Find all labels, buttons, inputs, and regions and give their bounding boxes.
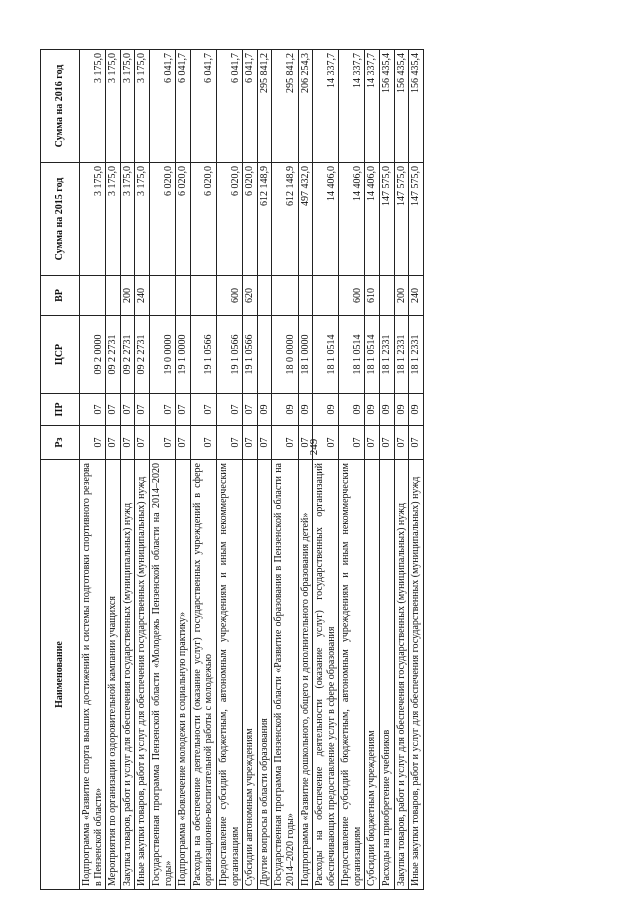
cell-sum-2016: 295 841,2	[257, 50, 272, 163]
cell-sum-2016: 156 435,4	[409, 50, 424, 163]
budget-table-container	[40, 50, 600, 890]
cell-rz: 07	[365, 426, 380, 460]
cell-pr: 09	[272, 394, 298, 426]
cell-sum-2015: 14 406,0	[365, 163, 380, 276]
cell-sum-2015: 612 148,9	[257, 163, 272, 276]
table-row	[176, 50, 191, 890]
cell-name: Субсидии автономным учреждениям	[243, 460, 258, 890]
cell-vr	[272, 276, 298, 316]
cell-rz: 07	[298, 426, 313, 460]
cell-csr: 18 1 0514	[365, 316, 380, 394]
cell-csr: 18 0 0000	[272, 316, 298, 394]
table-row	[149, 50, 175, 890]
table-body	[80, 50, 424, 890]
cell-sum-2015: 14 406,0	[313, 163, 339, 276]
cell-vr	[190, 276, 216, 316]
table-row	[313, 50, 339, 890]
cell-rz: 07	[243, 426, 258, 460]
cell-name: Подпрограмма «Вовлечение молодежи в социальную практику»	[176, 460, 191, 890]
cell-csr	[257, 316, 272, 394]
table-header	[41, 50, 80, 890]
cell-sum-2016: 3 175,0	[135, 50, 150, 163]
table-row	[257, 50, 272, 890]
cell-name: Расходы на обеспечение деятельности (оказание услуг) государственных организаций обеспечивающих предоставление услуг в сфере образования	[313, 460, 339, 890]
cell-name: Иные закупки товаров, работ и услуг для обеспечения государственных (муниципальных) нужд	[135, 460, 150, 890]
cell-pr: 09	[380, 394, 395, 426]
cell-sum-2015: 3 175,0	[120, 163, 135, 276]
cell-sum-2016: 6 041,7	[216, 50, 242, 163]
header-rz: Рз	[41, 426, 80, 460]
cell-pr: 09	[409, 394, 424, 426]
cell-rz: 07	[394, 426, 409, 460]
cell-csr: 18 1 0000	[298, 316, 313, 394]
table-row	[80, 50, 106, 890]
cell-rz: 07	[190, 426, 216, 460]
cell-vr	[149, 276, 175, 316]
cell-name: Государственная программа Пензенской области «Молодежь Пензенской области на 2014–2020 годы»	[149, 460, 175, 890]
table-row	[339, 50, 365, 890]
cell-pr: 07	[120, 394, 135, 426]
table-row	[365, 50, 380, 890]
header-sum-2016: Сумма на 2016 год	[41, 50, 80, 163]
cell-sum-2015: 147 575,0	[380, 163, 395, 276]
cell-name: Предоставление субсидий бюджетным, автономным учреждениям и иным некоммерческим организациям	[216, 460, 242, 890]
cell-sum-2016: 156 435,4	[380, 50, 395, 163]
header-vr: ВР	[41, 276, 80, 316]
cell-csr: 19 0 0000	[149, 316, 175, 394]
cell-sum-2016: 206 254,3	[298, 50, 313, 163]
table-row	[272, 50, 298, 890]
cell-sum-2015: 6 020,0	[190, 163, 216, 276]
cell-csr: 19 1 0566	[190, 316, 216, 394]
cell-vr: 620	[243, 276, 258, 316]
cell-vr: 240	[409, 276, 424, 316]
cell-sum-2015: 6 020,0	[216, 163, 242, 276]
cell-name: Закупка товаров, работ и услуг для обеспечения государственных (муниципальных) нужд	[394, 460, 409, 890]
cell-csr: 19 1 0566	[243, 316, 258, 394]
cell-sum-2015: 497 432,0	[298, 163, 313, 276]
cell-vr: 600	[339, 276, 365, 316]
cell-csr: 09 2 2731	[135, 316, 150, 394]
cell-csr: 18 1 0514	[313, 316, 339, 394]
cell-pr: 07	[176, 394, 191, 426]
table-row	[243, 50, 258, 890]
cell-pr: 07	[135, 394, 150, 426]
cell-csr: 18 1 0514	[339, 316, 365, 394]
cell-sum-2016: 14 337,7	[365, 50, 380, 163]
cell-sum-2015: 3 175,0	[135, 163, 150, 276]
cell-rz: 07	[313, 426, 339, 460]
cell-vr	[176, 276, 191, 316]
cell-pr: 09	[298, 394, 313, 426]
table-row	[106, 50, 121, 890]
cell-sum-2015: 6 020,0	[243, 163, 258, 276]
cell-csr: 09 2 0000	[80, 316, 106, 394]
cell-name: Предоставление субсидий бюджетным, автономным учреждениям и иным некоммерческим организациям	[339, 460, 365, 890]
cell-vr: 200	[394, 276, 409, 316]
cell-name: Иные закупки товаров, работ и услуг для обеспечения государственных (муниципальных) нужд	[409, 460, 424, 890]
cell-pr: 07	[216, 394, 242, 426]
cell-sum-2016: 295 841,2	[272, 50, 298, 163]
cell-rz: 07	[120, 426, 135, 460]
cell-rz: 07	[409, 426, 424, 460]
cell-pr: 09	[339, 394, 365, 426]
cell-pr: 07	[80, 394, 106, 426]
cell-pr: 09	[394, 394, 409, 426]
cell-sum-2016: 14 337,7	[313, 50, 339, 163]
cell-pr: 09	[365, 394, 380, 426]
cell-sum-2016: 3 175,0	[80, 50, 106, 163]
cell-vr	[298, 276, 313, 316]
cell-rz: 07	[380, 426, 395, 460]
cell-csr: 19 1 0566	[216, 316, 242, 394]
cell-sum-2015: 3 175,0	[106, 163, 121, 276]
cell-csr: 18 1 2331	[394, 316, 409, 394]
cell-vr	[257, 276, 272, 316]
cell-vr	[380, 276, 395, 316]
table-row	[394, 50, 409, 890]
cell-rz: 07	[257, 426, 272, 460]
cell-vr	[313, 276, 339, 316]
cell-sum-2016: 6 041,7	[190, 50, 216, 163]
cell-sum-2015: 14 406,0	[339, 163, 365, 276]
cell-rz: 07	[106, 426, 121, 460]
cell-pr: 07	[243, 394, 258, 426]
cell-vr	[106, 276, 121, 316]
cell-name: Подпрограмма «Развитие дошкольного, общего и дополнительного образования детей»	[298, 460, 313, 890]
cell-vr	[80, 276, 106, 316]
cell-name: Мероприятия по организации оздоровительной кампании учащихся	[106, 460, 121, 890]
cell-sum-2015: 3 175,0	[80, 163, 106, 276]
cell-sum-2016: 14 337,7	[339, 50, 365, 163]
cell-name: Другие вопросы в области образования	[257, 460, 272, 890]
cell-name: Закупка товаров, работ и услуг для обеспечения государственных (муниципальных) нужд	[120, 460, 135, 890]
page-number: 249	[308, 438, 320, 456]
cell-rz: 07	[176, 426, 191, 460]
cell-csr: 18 1 2331	[409, 316, 424, 394]
cell-sum-2016: 3 175,0	[106, 50, 121, 163]
table-row	[135, 50, 150, 890]
cell-name: Государственная программа Пензенской области «Развитие образования в Пензенской области на 2014–2020 годы»	[272, 460, 298, 890]
cell-rz: 07	[272, 426, 298, 460]
header-sum-2015: Сумма на 2015 год	[41, 163, 80, 276]
table-row	[298, 50, 313, 890]
table-row	[216, 50, 242, 890]
cell-name: Расходы на приобретение учебников	[380, 460, 395, 890]
cell-pr: 09	[313, 394, 339, 426]
cell-sum-2015: 6 020,0	[176, 163, 191, 276]
table-row	[120, 50, 135, 890]
cell-csr: 19 1 0000	[176, 316, 191, 394]
cell-sum-2015: 612 148,9	[272, 163, 298, 276]
cell-vr: 240	[135, 276, 150, 316]
cell-sum-2015: 147 575,0	[394, 163, 409, 276]
cell-rz: 07	[135, 426, 150, 460]
cell-sum-2016: 156 435,4	[394, 50, 409, 163]
cell-name: Подпрограмма «Развитие спорта высших достижений и системы подготовки спортивного резерва в Пензенской области»	[80, 460, 106, 890]
cell-pr: 09	[257, 394, 272, 426]
cell-csr: 09 2 2731	[106, 316, 121, 394]
cell-sum-2016: 6 041,7	[176, 50, 191, 163]
cell-sum-2016: 6 041,7	[149, 50, 175, 163]
header-pr: ПР	[41, 394, 80, 426]
budget-table	[40, 49, 424, 890]
cell-rz: 07	[216, 426, 242, 460]
header-row	[41, 50, 80, 890]
cell-pr: 07	[149, 394, 175, 426]
cell-pr: 07	[190, 394, 216, 426]
cell-rz: 07	[339, 426, 365, 460]
cell-csr: 09 2 2731	[120, 316, 135, 394]
cell-vr: 200	[120, 276, 135, 316]
cell-pr: 07	[106, 394, 121, 426]
table-row	[190, 50, 216, 890]
cell-name: Субсидии бюджетным учреждениям	[365, 460, 380, 890]
cell-sum-2016: 3 175,0	[120, 50, 135, 163]
header-csr: ЦСР	[41, 316, 80, 394]
cell-rz: 07	[80, 426, 106, 460]
cell-rz: 07	[149, 426, 175, 460]
table-row	[380, 50, 395, 890]
cell-vr: 610	[365, 276, 380, 316]
cell-vr: 600	[216, 276, 242, 316]
cell-sum-2015: 6 020,0	[149, 163, 175, 276]
cell-name: Расходы на обеспечение деятельности (оказание услуг) государственных учреждений в сфере организационно-воспитательной работы с молодежью	[190, 460, 216, 890]
header-name: Наименование	[41, 460, 80, 890]
cell-csr: 18 1 2331	[380, 316, 395, 394]
cell-sum-2016: 6 041,7	[243, 50, 258, 163]
cell-sum-2015: 147 575,0	[409, 163, 424, 276]
table-row	[409, 50, 424, 890]
